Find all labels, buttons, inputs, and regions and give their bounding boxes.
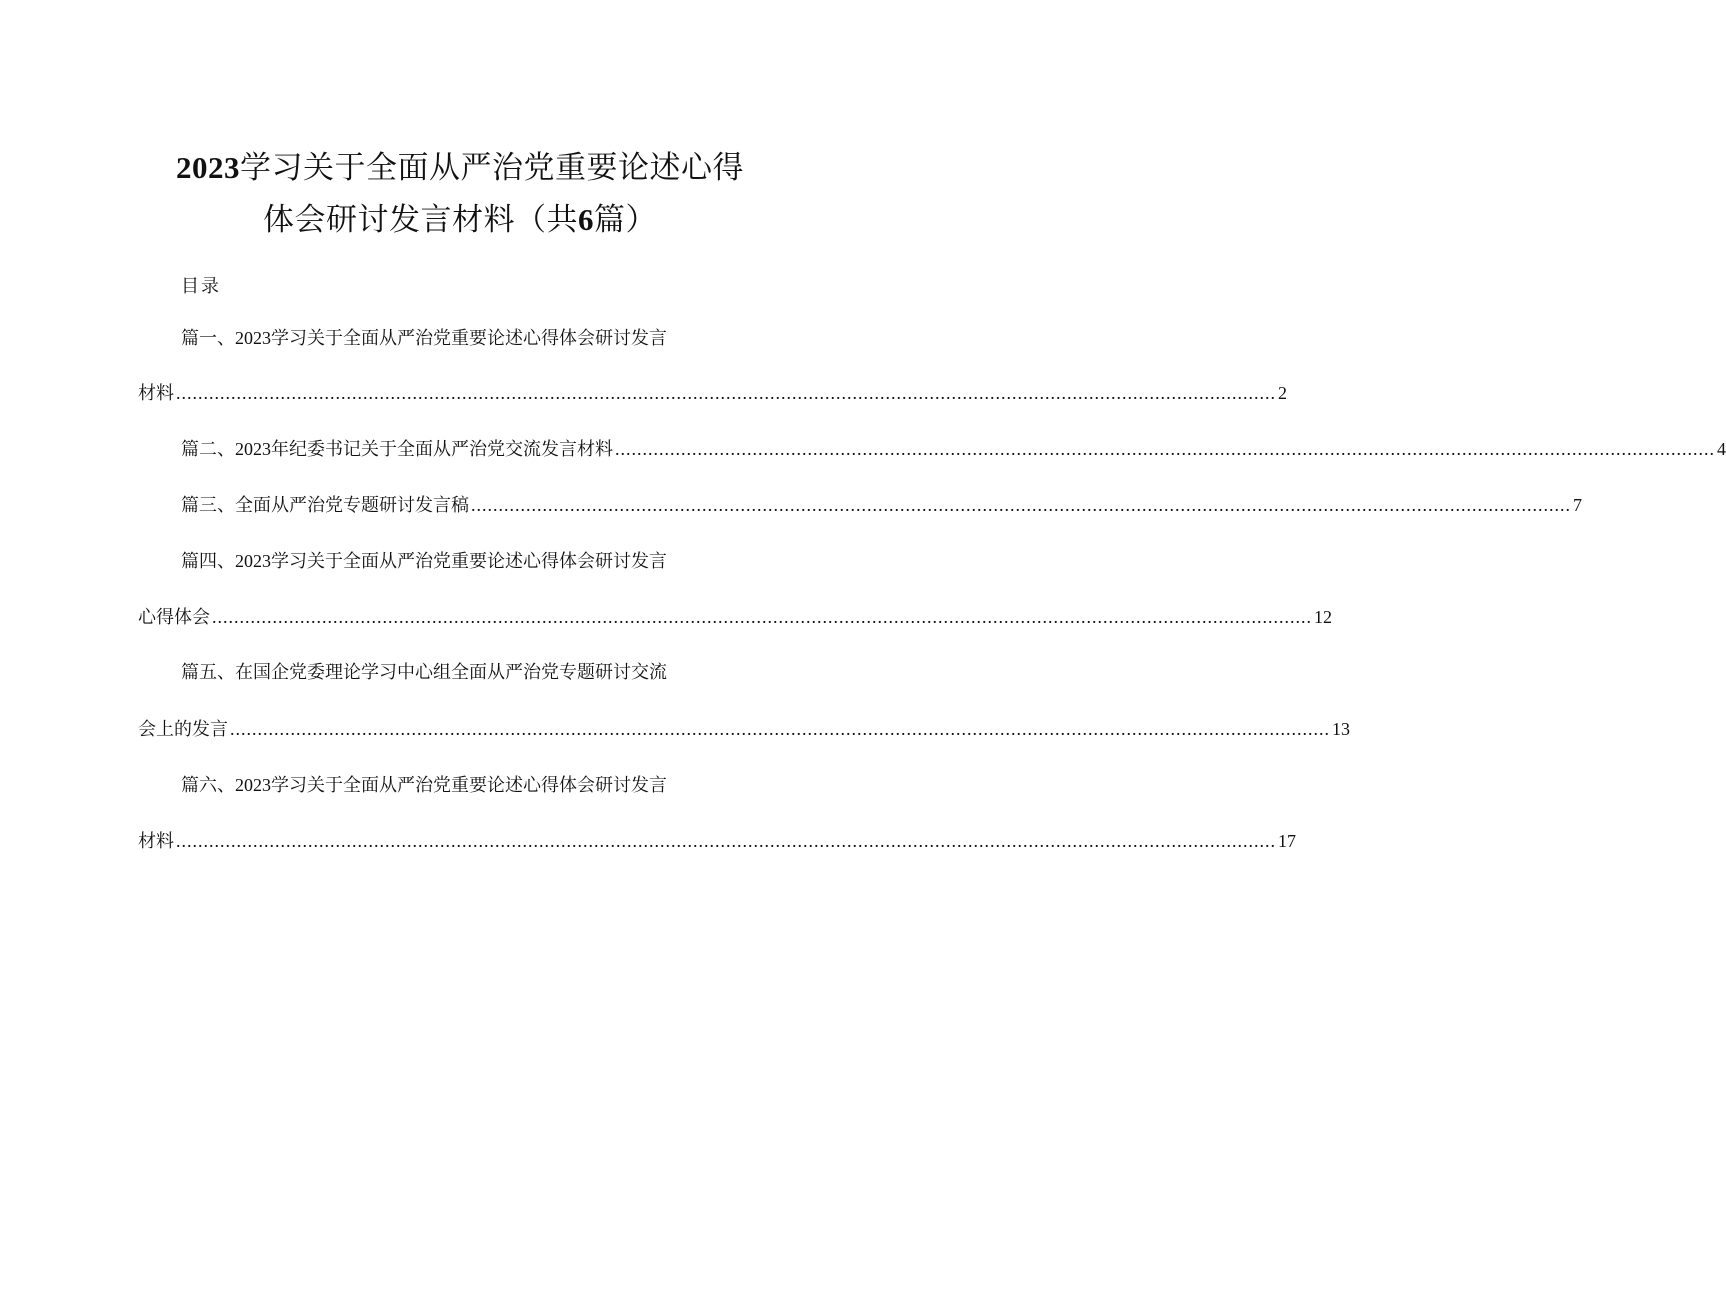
toc-entry-4[interactable]	[181, 549, 667, 574]
dot-leader: ........................................................................................................................................................................................................	[176, 383, 1276, 403]
dot-leader: ........................................................................................................................................................................................................	[212, 607, 1312, 627]
toc-entry-page: 12	[1314, 607, 1332, 627]
toc-entry-year: 2023	[235, 328, 271, 348]
toc-entry-page: 13	[1332, 719, 1350, 739]
toc-entry-prefix: 篇二、	[181, 439, 235, 460]
toc-entry-page: 7	[1573, 495, 1582, 515]
toc-entry-prefix: 篇六、	[181, 775, 235, 796]
toc-entry-year: 2023	[235, 775, 271, 795]
toc-entry-year: 2023	[235, 439, 271, 459]
toc-entry-6-leader[interactable]	[138, 829, 1296, 854]
toc-entry-title: 年纪委书记关于全面从严治党交流发言材料	[271, 439, 613, 460]
toc-entry-continuation: 材料	[138, 383, 174, 404]
toc-entry-5[interactable]	[181, 661, 667, 685]
toc-entry-prefix: 篇三、	[181, 495, 235, 516]
toc-entry-year: 2023	[235, 551, 271, 571]
toc-entry-continuation: 心得体会	[138, 607, 210, 628]
toc-entry-page: 2	[1278, 383, 1287, 403]
title-text-1: 学习关于全面从严治党重要论述心得	[240, 150, 744, 186]
toc-entry-title: 在国企党委理论学习中心组全面从严治党专题研讨交流	[235, 662, 667, 683]
dot-leader: ........................................................................................................................................................................................................	[176, 831, 1276, 851]
toc-entry-page: 4	[1717, 439, 1726, 459]
toc-entry-page: 17	[1278, 831, 1296, 851]
toc-entry-title: 学习关于全面从严治党重要论述心得体会研讨发言	[271, 775, 667, 796]
toc-entry-prefix: 篇一、	[181, 328, 235, 349]
toc-entry-5-leader[interactable]	[138, 717, 1350, 742]
toc-entry-6[interactable]	[181, 773, 667, 798]
toc-entry-1-leader[interactable]	[138, 381, 1287, 406]
title-count: 6	[578, 202, 594, 237]
toc-entry-4-leader[interactable]	[138, 605, 1332, 630]
title-year: 2023	[176, 150, 240, 185]
toc-entry-title: 学习关于全面从严治党重要论述心得体会研讨发言	[271, 551, 667, 572]
toc-entry-title: 全面从严治党专题研讨发言稿	[235, 495, 469, 516]
toc-entry-title: 学习关于全面从严治党重要论述心得体会研讨发言	[271, 328, 667, 349]
title-text-3: 篇）	[594, 202, 657, 238]
dot-leader: ........................................................................................................................................................................................................	[615, 439, 1715, 459]
toc-entry-prefix: 篇四、	[181, 551, 235, 572]
dot-leader: ........................................................................................................................................................................................................	[471, 495, 1571, 515]
toc-entry-continuation: 材料	[138, 831, 174, 852]
title-text-2: 体会研讨发言材料（共	[263, 202, 578, 238]
toc-entry-continuation: 会上的发言	[138, 719, 228, 740]
document-title-line-2	[0, 194, 920, 239]
toc-entry-prefix: 篇五、	[181, 662, 235, 683]
document-title-line-1	[0, 142, 920, 187]
toc-entry-3[interactable]	[181, 493, 1582, 518]
toc-entry-2[interactable]	[181, 437, 1726, 462]
toc-heading: 目录	[181, 276, 221, 297]
toc-entry-1[interactable]	[181, 326, 667, 351]
dot-leader: ........................................................................................................................................................................................................	[230, 719, 1330, 739]
